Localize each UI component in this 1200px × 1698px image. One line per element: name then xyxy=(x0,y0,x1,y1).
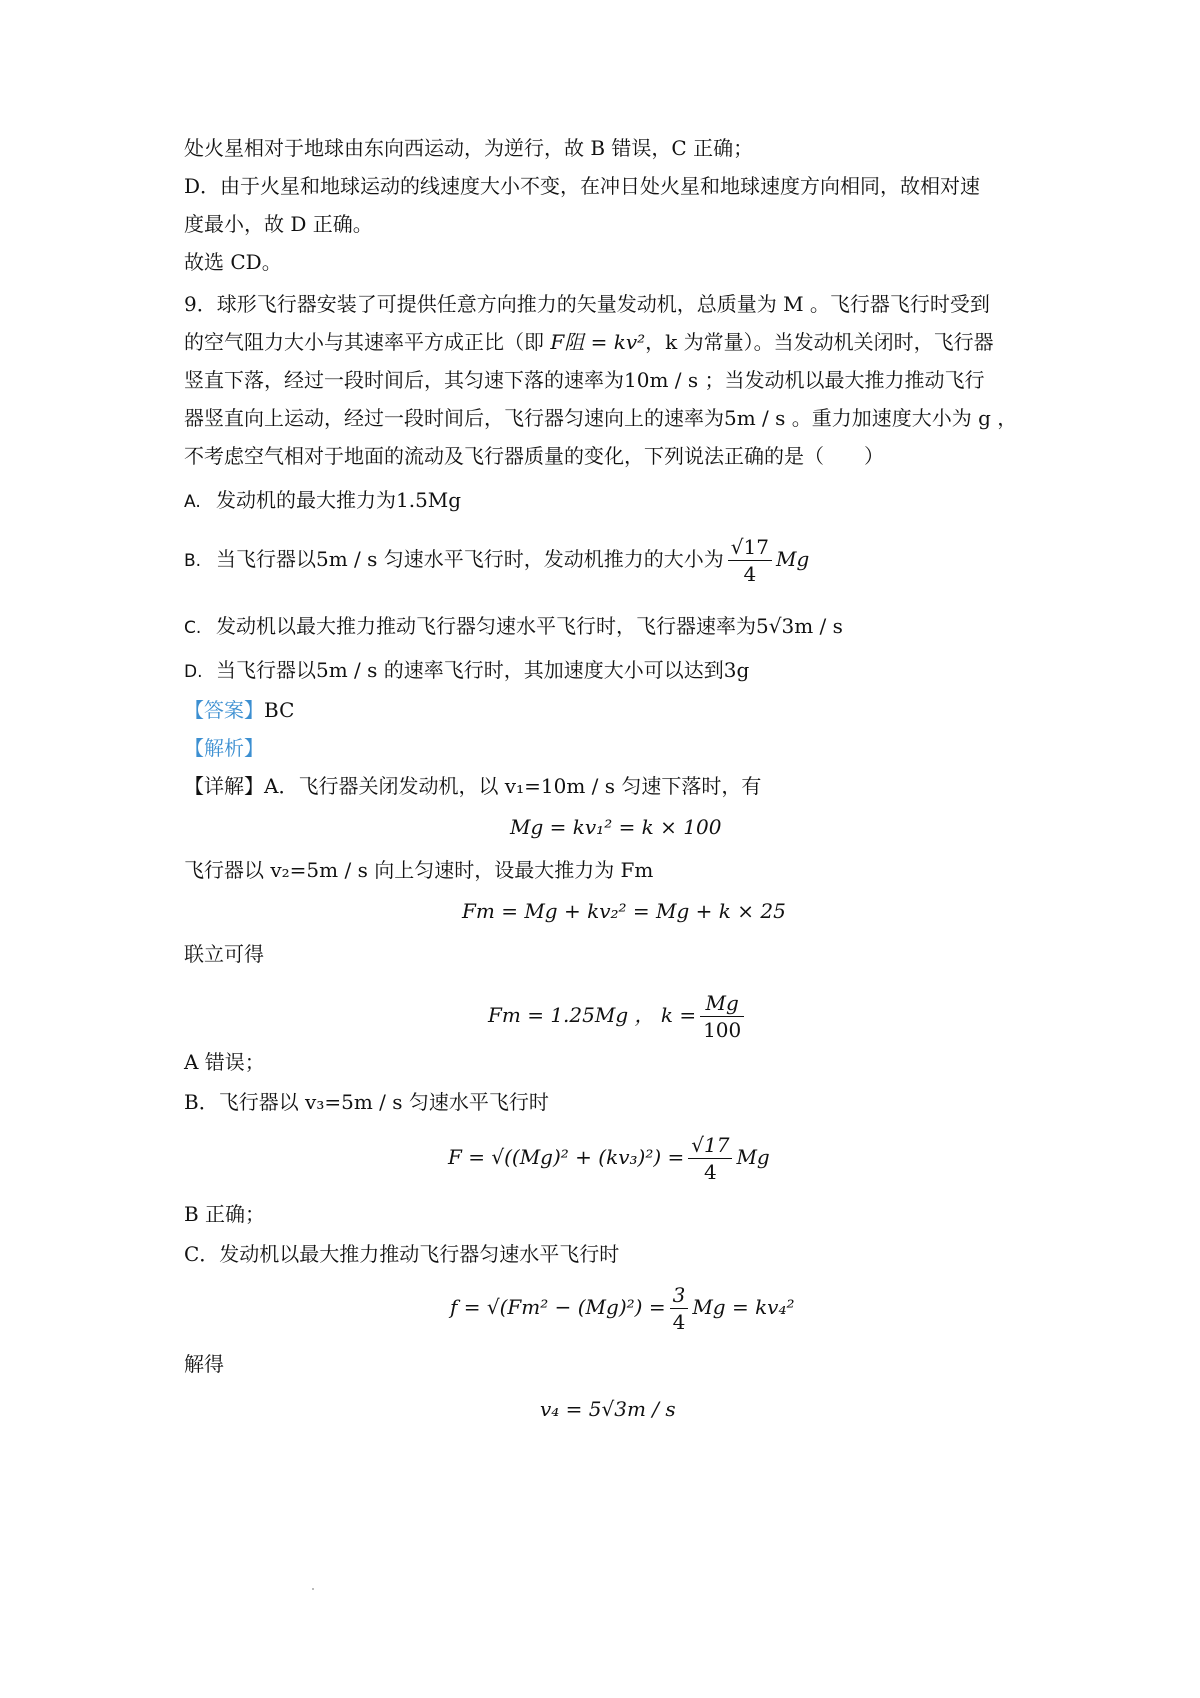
option-label: A. xyxy=(184,492,201,512)
formula-part: Fm = 1.25Mg ， k = xyxy=(488,1003,697,1027)
option-text: 当飞行器以5m / s 匀速水平飞行时，发动机推力的大小为 xyxy=(216,547,724,571)
formula-1: Mg = kv₁² = k × 100 xyxy=(510,815,722,839)
fraction-denominator: 4 xyxy=(672,1310,686,1334)
formula-tail: Mg xyxy=(736,1145,770,1169)
fraction xyxy=(728,534,772,587)
formula-4 xyxy=(448,1132,770,1185)
detail-line: A 错误； xyxy=(184,1050,265,1074)
formula-2: Fm = Mg + kv₂² = Mg + k × 25 xyxy=(462,899,786,923)
text-line: 度最小，故 D 正确。 xyxy=(184,212,373,236)
formula-part: F = √((Mg)² + (kv₃)²) = xyxy=(448,1145,685,1169)
analysis-line xyxy=(184,734,264,762)
question-line: 器竖直向上运动，经过一段时间后，飞行器匀速向上的速率为5m / s 。重力加速度大小为 g ， xyxy=(184,406,1018,430)
option-a xyxy=(184,486,461,516)
detail-line: 联立可得 xyxy=(184,942,264,966)
fraction-denominator: 100 xyxy=(703,1018,742,1042)
formula-tail: Mg = kv₄² xyxy=(692,1295,795,1319)
fraction xyxy=(670,1282,689,1335)
question-line: 不考虑空气相对于地面的流动及飞行器质量的变化，下列说法正确的是（ ） xyxy=(184,444,884,468)
question-line: 9．球形飞行器安装了可提供任意方向推力的矢量发动机，总质量为 M 。飞行器飞行时受到 xyxy=(184,292,990,316)
fraction-numerator: √17 xyxy=(728,534,772,561)
option-label: D. xyxy=(184,662,203,682)
detail-line: 【详解】A．飞行器关闭发动机，以 v₁=10m / s 匀速下落时，有 xyxy=(184,774,762,798)
formula-part: f = √(Fm² − (Mg)²) = xyxy=(450,1295,666,1319)
question-text: ，k 为常量）。当发动机关闭时，飞行器 xyxy=(645,330,994,354)
answer-tag: 【答案】 xyxy=(184,698,264,722)
detail-line: 解得 xyxy=(184,1352,224,1376)
answer-value: BC xyxy=(264,698,295,722)
option-label: B. xyxy=(184,551,202,571)
fraction-numerator: √17 xyxy=(688,1132,732,1159)
option-text: 发动机以最大推力推动飞行器匀速水平飞行时，飞行器速率为5√3m / s xyxy=(216,614,843,638)
option-label: C. xyxy=(184,618,202,638)
formula-6: v₄ = 5√3m / s xyxy=(540,1397,676,1421)
detail-line: B．飞行器以 v₃=5m / s 匀速水平飞行时 xyxy=(184,1090,549,1114)
detail-line: C．发动机以最大推力推动飞行器匀速水平飞行时 xyxy=(184,1242,620,1266)
fraction-denominator: 4 xyxy=(743,562,757,586)
analysis-tag: 【解析】 xyxy=(184,736,264,760)
option-tail: Mg xyxy=(775,547,810,571)
drag-formula: F阻 = kv² xyxy=(550,330,646,354)
text-line: 故选 CD。 xyxy=(184,250,282,274)
detail-line: B 正确； xyxy=(184,1202,266,1226)
formula-3 xyxy=(488,990,748,1043)
fraction xyxy=(688,1132,732,1185)
text-line: D．由于火星和地球运动的线速度大小不变，在冲日处火星和地球速度方向相同，故相对速 xyxy=(184,174,981,198)
fraction-denominator: 4 xyxy=(703,1160,717,1184)
fraction-numerator: Mg xyxy=(700,990,744,1017)
question-line xyxy=(184,328,994,356)
option-c xyxy=(184,612,843,642)
detail-line: 飞行器以 v₂=5m / s 向上匀速时，设最大推力为 Fm xyxy=(184,858,654,882)
text-line: 处火星相对于地球由东向西运动，为逆行，故 B 错误，C 正确； xyxy=(184,136,754,160)
formula-5 xyxy=(450,1282,795,1335)
question-line: 竖直下落，经过一段时间后，其匀速下落的速率为10m / s ；当发动机以最大推力推动飞行 xyxy=(184,368,985,392)
answer-line xyxy=(184,696,294,724)
option-d xyxy=(184,656,749,686)
fraction xyxy=(700,990,744,1043)
option-text: 当飞行器以5m / s 的速率飞行时，其加速度大小可以达到3g xyxy=(216,658,750,682)
scan-speck xyxy=(312,1588,314,1590)
option-text: 发动机的最大推力为1.5Mg xyxy=(216,488,462,512)
fraction-numerator: 3 xyxy=(670,1282,689,1309)
question-text: 的空气阻力大小与其速率平方成正比（即 xyxy=(184,330,551,354)
option-b xyxy=(184,534,809,587)
